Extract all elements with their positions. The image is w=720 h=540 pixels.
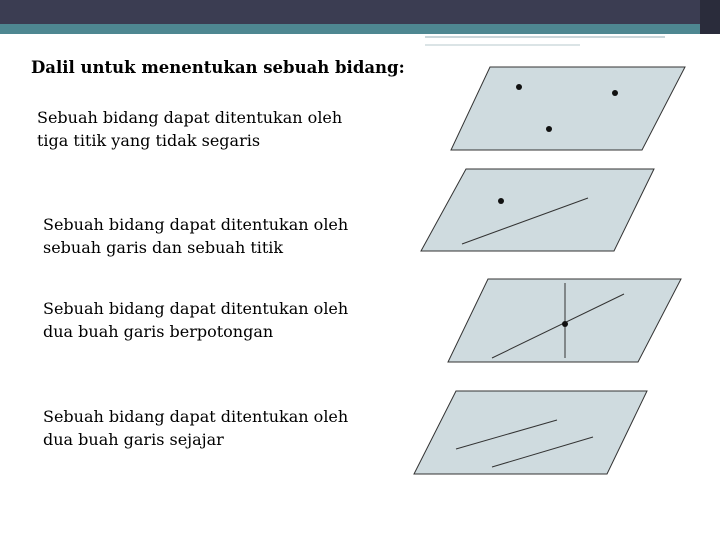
plane-4: [414, 391, 647, 474]
point-c: [546, 126, 552, 132]
slide-title: Dalil untuk menentukan sebuah bidang:: [31, 58, 405, 77]
plane-1: [451, 67, 685, 150]
point-a: [516, 84, 522, 90]
plane-line-and-point: [421, 169, 654, 251]
statement-line-and-point: Sebuah bidang dapat ditentukan oleh sebuah garis dan sebuah titik: [43, 215, 349, 257]
statement-intersecting-lines: Sebuah bidang dapat ditentukan oleh dua buah garis berpotongan: [43, 299, 349, 341]
plane-three-points: [451, 67, 685, 150]
intersection-point: [562, 321, 568, 327]
statement-three-points: Sebuah bidang dapat ditentukan oleh tiga titik yang tidak segaris: [37, 108, 343, 150]
point-b: [612, 90, 618, 96]
plane-parallel-lines: [414, 391, 647, 474]
statement-parallel-lines: Sebuah bidang dapat ditentukan oleh dua buah garis sejajar: [43, 407, 349, 449]
plane-intersecting-lines: [448, 279, 681, 362]
plane-2: [421, 169, 654, 251]
point-p: [498, 198, 504, 204]
